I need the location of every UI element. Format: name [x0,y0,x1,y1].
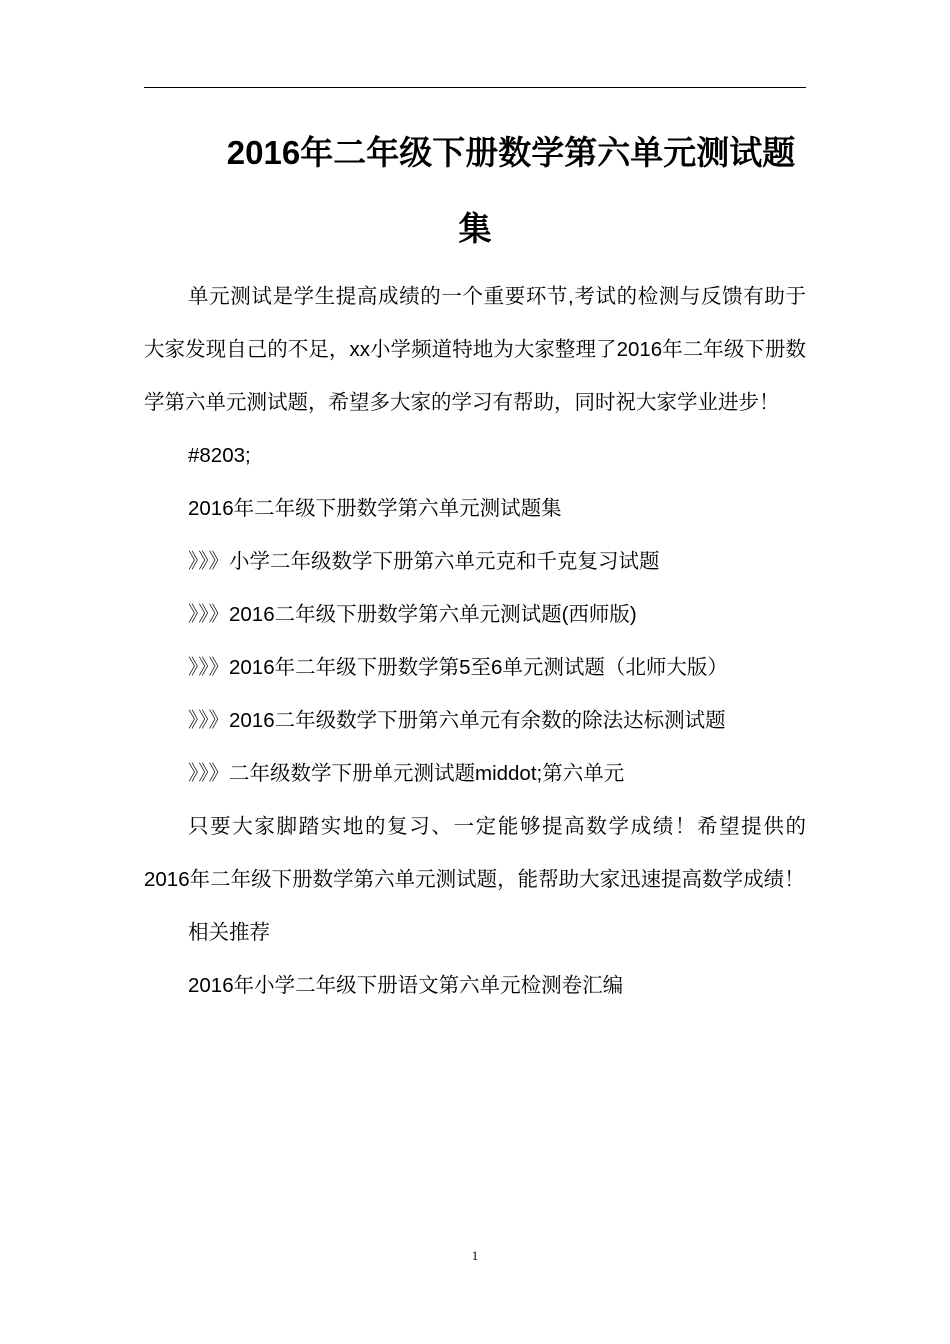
document-title [144,118,806,264]
header-rule [144,87,806,88]
document-body [144,270,806,1012]
intro-paragraph: 单元测试是学生提高成绩的一个重要环节,考试的检测与反馈有助于大家发现自己的不足，xx小学频道特地为大家整理了2016年二年级下册数学第六单元测试题，希望多大家的学习有帮助，同时祝大家学业进步！ [144,285,806,414]
page-number: 1 [471,1248,479,1263]
related-link-5[interactable]: 》》》二年级数学下册单元测试题middot;第六单元 [188,762,625,785]
closing-paragraph: 只要大家脚踏实地的复习、一定能够提高数学成绩！希望提供的2016年二年级下册数学第六单元测试题，能帮助大家迅速提高数学成绩！ [144,815,806,891]
recommendations-heading: 相关推荐 [188,921,270,944]
title-line-1: 2016年二年级下册数学第六单元测试题 [226,134,796,171]
related-link-3[interactable]: 》》》2016年二年级下册数学第5至6单元测试题（北师大版） [188,656,728,679]
related-link-4[interactable]: 》》》2016二年级数学下册第六单元有余数的除法达标测试题 [188,709,726,732]
entity-paragraph: #8203; [188,444,251,467]
related-link-1[interactable]: 》》》小学二年级数学下册第六单元克和千克复习试题 [188,550,660,573]
recommendation-link[interactable]: 2016年小学二年级下册语文第六单元检测卷汇编 [188,974,624,997]
related-link-2[interactable]: 》》》2016二年级下册数学第六单元测试题(西师版) [188,603,637,626]
collection-heading: 2016年二年级下册数学第六单元测试题集 [188,497,562,520]
title-line-2: 集 [458,210,492,247]
